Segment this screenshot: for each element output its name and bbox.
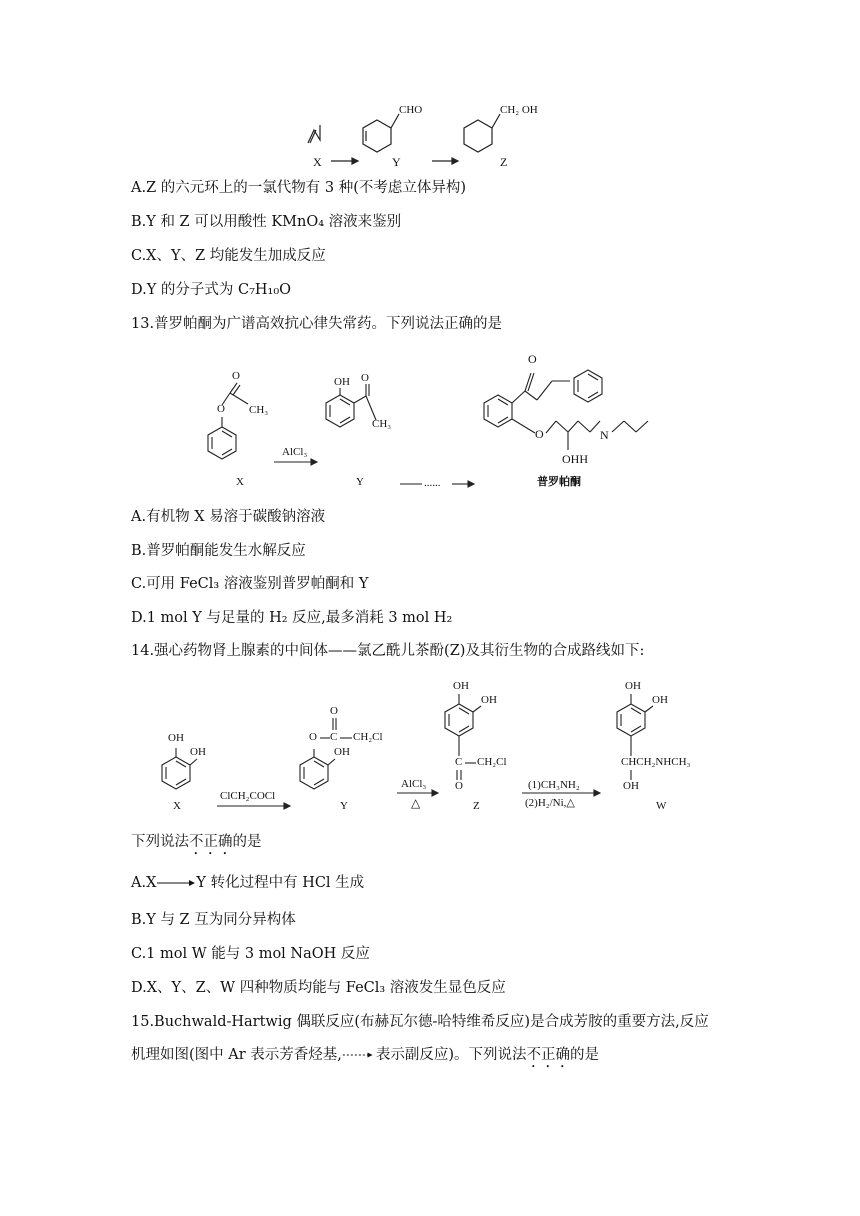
q14-z-ch2cl: CH₂Cl [477,756,507,768]
q15-line-1: 15.Buchwald-Hartwig 偶联反应(布赫瓦尔德-哈特维希反应)是合成芳胺的重要方法,反应 [131,1014,709,1030]
q13-reagent-alcl3: AlCl₃ [282,446,308,458]
q13-propafenone-ohh: OHH [562,452,588,466]
q14-question-emph: 不正确 [189,834,233,850]
q13-x-carbonyl-o: O [232,370,240,382]
q12-label-z: Z [500,155,508,169]
q12-option-b: B.Y 和 Z 可以用酸性 KMnO₄ 溶液来鉴别 [131,214,402,230]
q14-option-a-post: Y 转化过程中有 HCl 生成 [196,875,365,891]
q14-option-c: C.1 mol W 能与 3 mol NaOH 反应 [131,946,370,962]
q14-y-c: C [330,731,338,743]
q15-line-2-post: 的是 [570,1047,600,1063]
q13-option-a: A.有机物 X 易溶于碳酸钠溶液 [131,509,326,525]
q14-w-oh-2: OH [652,694,668,706]
q14-y-ester-o: O [309,731,317,743]
q15-line-2-pre: 机理如图(图中 Ar 表示芳香烃基, [131,1047,342,1063]
q13-y-o: O [361,372,369,384]
q14-y-ch2cl: CH₂Cl [353,731,383,743]
q14-x-oh-2: OH [190,746,206,758]
q13-option-b: B.普罗帕酮能发生水解反应 [131,543,306,559]
q14-y-carbonyl-o: O [330,705,338,717]
q14-z-oh-2: OH [481,694,497,706]
q14-y-oh: OH [334,746,350,758]
q13-label-propafenone: 普罗帕酮 [537,476,581,488]
q13-label-x: X [236,476,244,488]
q14-label-z: Z [473,800,480,812]
q13-y-oh: OH [334,376,350,388]
q14-w-oh-3: OH [623,780,639,792]
q14-reagent-2: AlCl₃ [401,778,427,790]
q13-label-y: Y [356,476,364,488]
q12-label-x: X [313,155,322,169]
q14-option-b: B.Y 与 Z 互为同分异构体 [131,912,296,928]
q13-dots: ...... [424,477,441,489]
q14-label-x: X [173,800,181,812]
q14-label-w: W [656,800,667,812]
q14-option-a-pre: A.X [131,875,157,891]
q14-z-o: O [455,780,463,792]
q12-label-cho: CHO [399,104,423,116]
q14-option-a-arrow-icon [156,878,196,888]
q13-propafenone-ether-o: O [535,427,544,441]
q14-label-y: Y [340,800,348,812]
q14-reagent-3b: (2)H₂/Ni,△ [525,797,575,809]
q15-line-2-emph: 不正确 [526,1047,571,1063]
q12-option-a: A.Z 的六元环上的一氯代物有 3 种(不考虑立体异构) [131,180,467,196]
q13-x-ch3: CH₃ [249,404,269,416]
q14-question [131,832,262,858]
q13-x-ester-o: O [217,403,225,415]
q14-w-oh-1: OH [625,680,641,692]
q13-option-d: D.1 mol Y 与足量的 H₂ 反应,最多消耗 3 mol H₂ [131,610,453,626]
q14-stem: 14.强心药物肾上腺素的中间体——氯乙酰儿茶酚(Z)及其衍生物的合成路线如下: [131,643,645,659]
q14-w-chch2: CHCH₂NHCH₃ [621,756,691,768]
q14-question-post: 的是 [232,834,262,850]
q14-heat-1: △ [411,796,421,810]
q13-propafenone-o: O [528,352,537,366]
q14-z-oh-1: OH [453,680,469,692]
q14-question-pre: 下列说法 [131,834,189,850]
q13-stem: 13.普罗帕酮为广谱高效抗心律失常药。下列说法正确的是 [131,316,503,332]
q12-label-y: Y [392,155,401,169]
q14-z-c: C [455,756,463,768]
q12-option-d: D.Y 的分子式为 C₇H₁₀O [131,282,292,298]
q15-line-2 [131,1045,599,1071]
q14-reagent-3a: (1)CH₃NH₂ [528,779,580,791]
q14-option-a [131,873,364,893]
q12-label-ch2oh: CH₂ OH [500,104,538,116]
q12-option-c: C.X、Y、Z 均能发生加成反应 [131,248,326,264]
q13-y-ch3: CH₃ [372,418,392,430]
q14-option-d: D.X、Y、Z、W 四种物质均能与 FeCl₃ 溶液发生显色反应 [131,980,506,996]
q13-option-c: C.可用 FeCl₃ 溶液鉴别普罗帕酮和 Y [131,576,369,592]
q14-x-oh-1: OH [168,732,184,744]
q13-propafenone-n: N [600,428,609,442]
q14-reagent-1: ClCH₂COCl [220,790,276,802]
q15-dashed-arrow-icon [342,1050,376,1060]
q15-line-2-mid: 表示副反应)。下列说法 [375,1047,527,1063]
